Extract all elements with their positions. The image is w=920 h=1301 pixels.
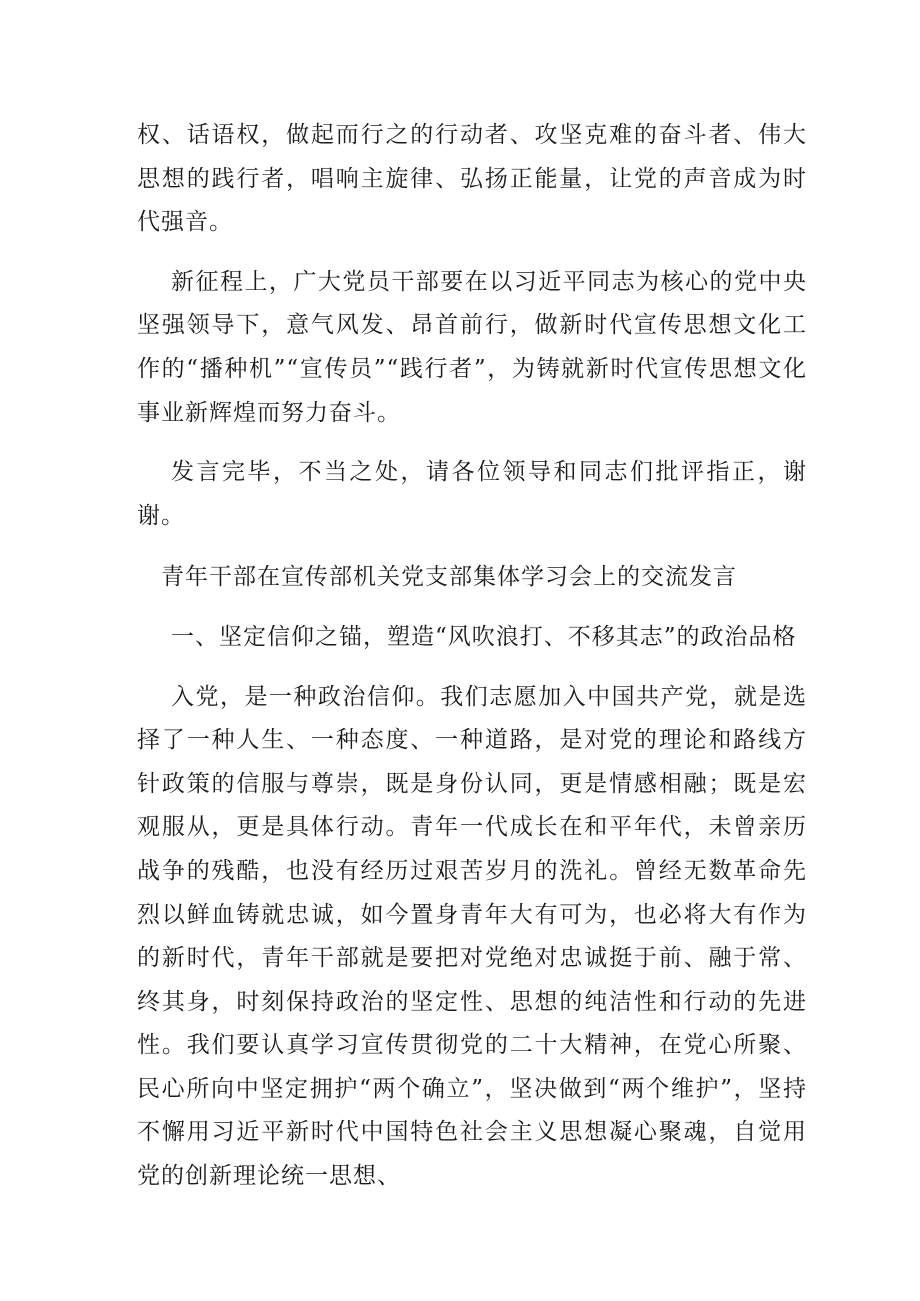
document-title: 青年干部在宣传部机关党支部集体学习会上的交流发言: [161, 564, 737, 591]
paragraph-new-journey: 新征程上，广大党员干部要在以习近平同志为核心的党中央坚强领导下，意气风发、昂首前行，做新时代宣传思想文化工作的“播种机”“宣传员”“践行者”，为铸就新时代宣传思想文化事业新辉煌而努力奋斗。: [137, 268, 807, 426]
paragraph-closing: 发言完毕，不当之处，请各位领导和同志们批评指正，谢谢。: [137, 459, 807, 529]
paragraph-body: 入党，是一种政治信仰。我们志愿加入中国共产党，就是选择了一种人生、一种态度、一种道路，是对党的理论和路线方针政策的信服与尊崇，既是身份认同，更是情感相融；既是宏观服从，更是具体行动。青年一代成长在和平年代，未曾亲历战争的残酷，也没有经历过艰苦岁月的洗礼。曾经无数革命先烈以鲜血铸就忠诚，如今置身青年大有可为，也必将大有作为的新时代，青年干部就是要把对党绝对忠诚挺于前、融于常、终其身，时刻保持政治的坚定性、思想的纯洁性和行动的先进性。我们要认真学习宣传贯彻党的二十大精神，在党心所聚、民心所向中坚定拥护“两个确立”，坚决做到“两个维护”，坚持不懈用习近平新时代中国特色社会主义思想凝心聚魂，自觉用党的创新理论统一思想、: [137, 683, 807, 1190]
section-heading: 一、坚定信仰之锚，塑造“风吹浪打、不移其志”的政治品格: [171, 623, 797, 650]
document-body: [137, 114, 807, 1215]
paragraph-continuation: 权、话语权，做起而行之的行动者、攻坚克难的奋斗者、伟大思想的践行者，唱响主旋律、弘扬正能量，让党的声音成为时代强音。: [137, 122, 807, 236]
